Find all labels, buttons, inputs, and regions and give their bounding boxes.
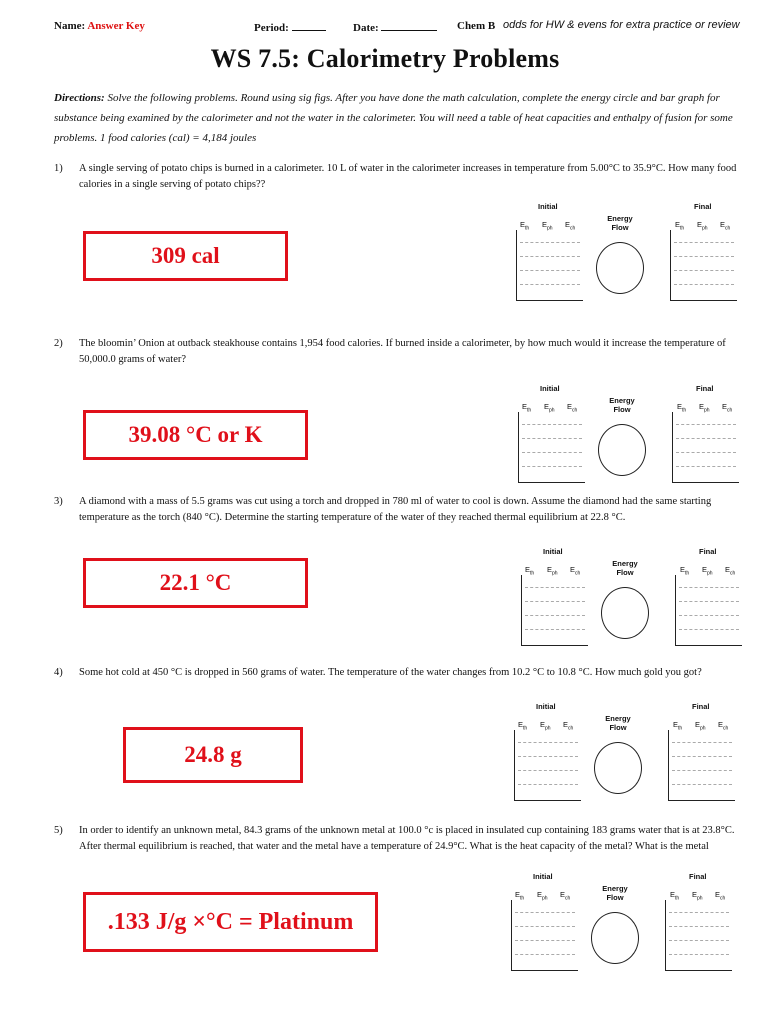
final-bar-graph-gridline — [672, 756, 732, 757]
energy-diagram-5 — [505, 870, 750, 976]
initial-label: Initial — [543, 547, 563, 556]
initial-energy-ph: $E_{ph}$ — [540, 720, 551, 732]
final-energy-th: $E_{th}$ — [673, 720, 683, 732]
initial-bar-graph-axis — [518, 412, 585, 483]
initial-energy-ph: $E_{ph}$ — [537, 890, 548, 902]
final-bar-graph-gridline — [669, 926, 729, 927]
answer-box-3: 22.1 °C — [83, 558, 308, 608]
date-label: Date: — [353, 22, 379, 34]
energy-diagram-3 — [515, 545, 760, 651]
energy-flow-label: Energy — [607, 214, 633, 223]
question-1 — [54, 161, 754, 193]
energy-flow-label-2: Flow — [606, 893, 624, 902]
initial-bar-graph-gridline — [522, 452, 582, 453]
final-bar-graph-gridline — [672, 770, 732, 771]
class-label: Chem B — [457, 20, 496, 32]
final-bar-graph-gridline — [669, 912, 729, 913]
initial-bar-graph-gridline — [518, 770, 578, 771]
question-number: 4) — [54, 667, 63, 678]
initial-bar-graph-gridline — [525, 601, 585, 602]
initial-bar-graph-gridline — [515, 954, 575, 955]
final-energy-ch: $E_{ch}$ — [722, 402, 733, 414]
final-bar-graph-gridline — [674, 284, 734, 285]
initial-energy-ch: $E_{ch}$ — [567, 402, 578, 414]
initial-energy-th: $E_{th}$ — [518, 720, 528, 732]
directions-label: Directions: — [54, 92, 105, 104]
initial-bar-graph-gridline — [522, 424, 582, 425]
name-label: Name: — [54, 20, 86, 32]
initial-energy-th: $E_{th}$ — [515, 890, 525, 902]
directions — [54, 88, 754, 148]
energy-diagram-4 — [508, 700, 753, 806]
final-energy-ch: $E_{ch}$ — [720, 220, 731, 232]
initial-bar-graph-gridline — [525, 615, 585, 616]
final-label: Final — [689, 872, 707, 881]
date-field — [353, 20, 437, 34]
initial-bar-graph-gridline — [520, 242, 580, 243]
final-energy-ph: $E_{ph}$ — [699, 402, 710, 414]
final-bar-graph-axis — [665, 900, 732, 971]
final-bar-graph-gridline — [676, 424, 736, 425]
final-label: Final — [694, 202, 712, 211]
initial-bar-graph-gridline — [520, 256, 580, 257]
question-number: 2) — [54, 338, 63, 349]
initial-bar-graph-gridline — [525, 629, 585, 630]
initial-energy-ph: $E_{ph}$ — [542, 220, 553, 232]
initial-bar-graph-gridline — [518, 742, 578, 743]
final-bar-graph-gridline — [679, 587, 739, 588]
initial-bar-graph-gridline — [522, 438, 582, 439]
final-bar-graph-axis — [670, 230, 737, 301]
question-5 — [54, 823, 754, 855]
initial-bar-graph-axis — [514, 730, 581, 801]
final-bar-graph-gridline — [674, 270, 734, 271]
initial-energy-ch: $E_{ch}$ — [570, 565, 581, 577]
final-energy-th: $E_{th}$ — [680, 565, 690, 577]
name-value: Answer Key — [87, 20, 145, 32]
final-energy-ph: $E_{ph}$ — [702, 565, 713, 577]
question-2 — [54, 336, 754, 368]
initial-bar-graph-gridline — [525, 587, 585, 588]
final-bar-graph-gridline — [676, 438, 736, 439]
period-field — [254, 20, 326, 34]
energy-flow-circle — [594, 742, 642, 794]
final-energy-th: $E_{th}$ — [670, 890, 680, 902]
final-energy-ph: $E_{ph}$ — [697, 220, 708, 232]
final-bar-graph-axis — [675, 575, 742, 646]
initial-label: Initial — [540, 384, 560, 393]
energy-flow-label: Energy — [605, 714, 631, 723]
final-bar-graph-axis — [672, 412, 739, 483]
initial-energy-th: $E_{th}$ — [525, 565, 535, 577]
initial-bar-graph-gridline — [522, 466, 582, 467]
date-blank[interactable] — [381, 20, 437, 31]
energy-flow-label-2: Flow — [616, 568, 634, 577]
question-3 — [54, 494, 754, 526]
initial-label: Initial — [538, 202, 558, 211]
final-energy-ph: $E_{ph}$ — [692, 890, 703, 902]
initial-energy-th: $E_{th}$ — [522, 402, 532, 414]
initial-bar-graph-gridline — [520, 284, 580, 285]
energy-flow-label: Energy — [612, 559, 638, 568]
final-energy-th: $E_{th}$ — [677, 402, 687, 414]
question-4 — [54, 665, 754, 681]
initial-energy-ch: $E_{ch}$ — [560, 890, 571, 902]
energy-flow-label-2: Flow — [613, 405, 631, 414]
energy-flow-label: Energy — [609, 396, 635, 405]
initial-label: Initial — [533, 872, 553, 881]
final-energy-ph: $E_{ph}$ — [695, 720, 706, 732]
energy-flow-circle — [591, 912, 639, 964]
initial-bar-graph-gridline — [515, 912, 575, 913]
final-label: Final — [692, 702, 710, 711]
final-bar-graph-gridline — [669, 954, 729, 955]
energy-flow-label: Energy — [602, 884, 628, 893]
initial-bar-graph-axis — [521, 575, 588, 646]
final-bar-graph-gridline — [679, 615, 739, 616]
final-bar-graph-gridline — [676, 466, 736, 467]
final-bar-graph-axis — [668, 730, 735, 801]
final-bar-graph-gridline — [679, 601, 739, 602]
initial-energy-ch: $E_{ch}$ — [565, 220, 576, 232]
final-bar-graph-gridline — [672, 784, 732, 785]
final-bar-graph-gridline — [679, 629, 739, 630]
initial-label: Initial — [536, 702, 556, 711]
question-text: A diamond with a mass of 5.5 grams was cut using a torch and dropped in 780 ml of water to cool is down. Assume the diamond had the same starting temperature as the torch (840 °C). Determine the starting temperature of the water of they reached thermal equilibrium at 22.8 °C. — [79, 496, 712, 523]
initial-energy-ph: $E_{ph}$ — [544, 402, 555, 414]
final-energy-ch: $E_{ch}$ — [725, 565, 736, 577]
name-field — [54, 20, 145, 32]
final-bar-graph-gridline — [674, 242, 734, 243]
energy-flow-circle — [598, 424, 646, 476]
initial-bar-graph-gridline — [515, 926, 575, 927]
answer-box-2: 39.08 °C or K — [83, 410, 308, 460]
energy-flow-label-2: Flow — [609, 723, 627, 732]
initial-bar-graph-gridline — [520, 270, 580, 271]
final-label: Final — [696, 384, 714, 393]
energy-flow-circle — [601, 587, 649, 639]
final-bar-graph-gridline — [676, 452, 736, 453]
header-note: odds for HW & evens for extra practice or review — [503, 19, 740, 31]
initial-bar-graph-gridline — [515, 940, 575, 941]
initial-energy-ph: $E_{ph}$ — [547, 565, 558, 577]
question-text: The bloomin’ Onion at outback steakhouse contains 1,954 food calories. If burned inside a calorimeter, by how much would it increase the temperature of 50,000.0 grams of water? — [79, 338, 726, 365]
final-energy-ch: $E_{ch}$ — [718, 720, 729, 732]
energy-diagram-1 — [510, 200, 755, 306]
initial-energy-ch: $E_{ch}$ — [563, 720, 574, 732]
final-bar-graph-gridline — [674, 256, 734, 257]
energy-flow-label-2: Flow — [611, 223, 629, 232]
question-text: In order to identify an unknown metal, 84.3 grams of the unknown metal at 100.0 °c is placed in insulated cup containing 183 grams water that is at 23.8°C. After thermal equilibrium is reached, that water and the metal have a temperature of 24.9°C. What is the heat capacity of the metal? What is the metal — [79, 825, 735, 852]
question-number: 5) — [54, 825, 63, 836]
final-energy-ch: $E_{ch}$ — [715, 890, 726, 902]
final-bar-graph-gridline — [672, 742, 732, 743]
answer-box-1: 309 cal — [83, 231, 288, 281]
question-text: Some hot cold at 450 °C is dropped in 560 grams of water. The temperature of the water changes from 10.2 °C to 10.8 °C. How much gold you got? — [79, 667, 702, 678]
initial-bar-graph-axis — [516, 230, 583, 301]
initial-bar-graph-gridline — [518, 784, 578, 785]
final-label: Final — [699, 547, 717, 556]
question-number: 3) — [54, 496, 63, 507]
period-blank[interactable] — [292, 20, 326, 31]
page-title: WS 7.5: Calorimetry Problems — [210, 44, 560, 73]
energy-diagram-2 — [512, 382, 757, 488]
final-bar-graph-gridline — [669, 940, 729, 941]
answer-box-4: 24.8 g — [123, 727, 303, 783]
final-energy-th: $E_{th}$ — [675, 220, 685, 232]
question-number: 1) — [54, 163, 63, 174]
answer-box-5: .133 J/g ×°C = Platinum — [83, 892, 378, 952]
period-label: Period: — [254, 22, 289, 34]
initial-bar-graph-axis — [511, 900, 578, 971]
initial-energy-th: $E_{th}$ — [520, 220, 530, 232]
question-text: A single serving of potato chips is burned in a calorimeter. 10 L of water in the calorimeter increases in temperature from 5.00°C to 35.9°C. How many food calories in a single serving of potato chips?? — [79, 163, 737, 190]
initial-bar-graph-gridline — [518, 756, 578, 757]
directions-text: Solve the following problems. Round using sig figs. After you have done the math calculation, complete the energy circle and bar graph for substance being examined by the calorimeter and not the water in the calorimeter. You will need a table of heat capacities and enthalpy of fusion for some problems. 1 food calories (cal) = 4,184 joules — [54, 92, 733, 144]
energy-flow-circle — [596, 242, 644, 294]
